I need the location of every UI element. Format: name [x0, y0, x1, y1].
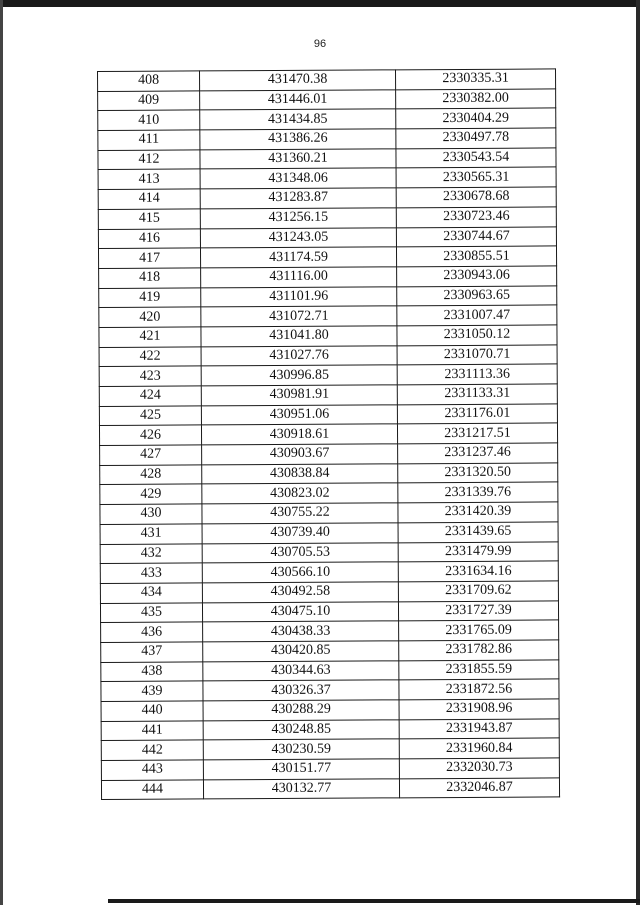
point-number-cell: 413	[98, 169, 200, 189]
point-number-cell: 433	[100, 563, 202, 583]
y-coordinate-cell: 2331113.36	[397, 364, 557, 385]
x-coordinate-cell: 430151.77	[203, 759, 399, 780]
table-row	[99, 305, 557, 327]
x-coordinate-cell: 430739.40	[202, 523, 398, 544]
point-number-cell: 426	[99, 425, 201, 445]
x-coordinate-cell: 431283.87	[200, 188, 396, 209]
point-number-cell: 437	[101, 642, 203, 662]
table-row	[101, 719, 559, 741]
x-coordinate-cell: 430838.84	[202, 464, 398, 485]
coordinate-table	[97, 68, 560, 800]
x-coordinate-cell: 430566.10	[202, 562, 398, 583]
y-coordinate-cell: 2331943.87	[399, 719, 559, 740]
table-row	[99, 345, 557, 367]
point-number-cell: 421	[99, 327, 201, 347]
y-coordinate-cell: 2330382.00	[396, 89, 556, 110]
x-coordinate-cell: 430918.61	[201, 424, 397, 445]
point-number-cell: 432	[100, 543, 202, 563]
point-number-cell: 428	[100, 465, 202, 485]
point-number-cell: 425	[99, 406, 201, 426]
x-coordinate-cell: 431116.00	[201, 267, 397, 288]
point-number-cell: 427	[100, 445, 202, 465]
point-number-cell: 414	[98, 189, 200, 209]
y-coordinate-cell: 2331007.47	[397, 305, 557, 326]
table-row	[101, 620, 559, 642]
y-coordinate-cell: 2332046.87	[399, 778, 559, 799]
x-coordinate-cell: 431041.80	[201, 326, 397, 347]
table-row	[99, 266, 557, 288]
table-row	[100, 463, 558, 485]
x-coordinate-cell: 430951.06	[201, 405, 397, 426]
y-coordinate-cell: 2331133.31	[397, 384, 557, 405]
x-coordinate-cell: 430288.29	[203, 700, 399, 721]
page-edge-right	[636, 0, 640, 905]
x-coordinate-cell: 431470.38	[200, 70, 396, 91]
table-row	[101, 640, 559, 662]
point-number-cell: 410	[98, 110, 200, 130]
x-coordinate-cell: 430420.85	[203, 641, 399, 662]
point-number-cell: 411	[98, 130, 200, 150]
table-row	[101, 679, 559, 701]
y-coordinate-cell: 2330543.54	[396, 148, 556, 169]
x-coordinate-cell: 431434.85	[200, 109, 396, 130]
x-coordinate-cell: 430903.67	[202, 444, 398, 465]
y-coordinate-cell: 2331709.62	[398, 581, 558, 602]
coordinate-table-wrapper	[97, 68, 559, 800]
table-row	[99, 423, 557, 445]
point-number-cell: 420	[99, 307, 201, 327]
y-coordinate-cell: 2331237.46	[398, 443, 558, 464]
table-row	[100, 541, 558, 563]
x-coordinate-cell: 430475.10	[202, 601, 398, 622]
table-row	[99, 325, 557, 347]
y-coordinate-cell: 2330943.06	[397, 266, 557, 287]
y-coordinate-cell: 2332030.73	[399, 758, 559, 779]
x-coordinate-cell: 430132.77	[203, 779, 399, 800]
point-number-cell: 416	[98, 228, 200, 248]
page-edge-bottom	[108, 899, 640, 903]
y-coordinate-cell: 2331782.86	[399, 640, 559, 661]
table-row	[98, 89, 556, 111]
page-edge-top	[0, 0, 640, 7]
table-row	[98, 128, 556, 150]
table-row	[98, 207, 556, 229]
y-coordinate-cell: 2330744.67	[396, 226, 556, 247]
x-coordinate-cell: 431446.01	[200, 90, 396, 111]
table-row	[98, 69, 556, 91]
x-coordinate-cell: 430230.59	[203, 739, 399, 760]
table-row	[101, 660, 559, 682]
point-number-cell: 444	[101, 780, 203, 800]
point-number-cell: 408	[98, 71, 200, 91]
x-coordinate-cell: 431027.76	[201, 345, 397, 366]
point-number-cell: 443	[101, 760, 203, 780]
y-coordinate-cell: 2331908.96	[399, 699, 559, 720]
x-coordinate-cell: 430438.33	[203, 621, 399, 642]
x-coordinate-cell: 430326.37	[203, 680, 399, 701]
y-coordinate-cell: 2330855.51	[396, 246, 556, 267]
x-coordinate-cell: 431174.59	[200, 247, 396, 268]
x-coordinate-cell: 431101.96	[201, 286, 397, 307]
page-edge-left	[0, 0, 3, 905]
coordinate-table-body	[98, 69, 560, 800]
x-coordinate-cell: 430823.02	[202, 483, 398, 504]
point-number-cell: 436	[101, 622, 203, 642]
table-row	[101, 699, 559, 721]
x-coordinate-cell: 430705.53	[202, 542, 398, 563]
point-number-cell: 415	[98, 209, 200, 229]
y-coordinate-cell: 2330723.46	[396, 207, 556, 228]
y-coordinate-cell: 2331439.65	[398, 522, 558, 543]
point-number-cell: 419	[99, 287, 201, 307]
y-coordinate-cell: 2330497.78	[396, 128, 556, 149]
x-coordinate-cell: 430344.63	[203, 660, 399, 681]
y-coordinate-cell: 2331070.71	[397, 345, 557, 366]
x-coordinate-cell: 431360.21	[200, 149, 396, 170]
y-coordinate-cell: 2331420.39	[398, 502, 558, 523]
y-coordinate-cell: 2330565.31	[396, 167, 556, 188]
table-row	[100, 581, 558, 603]
x-coordinate-cell: 430492.58	[202, 582, 398, 603]
y-coordinate-cell: 2331320.50	[398, 463, 558, 484]
y-coordinate-cell: 2331176.01	[397, 404, 557, 425]
point-number-cell: 423	[99, 366, 201, 386]
table-row	[98, 167, 556, 189]
y-coordinate-cell: 2331634.16	[398, 561, 558, 582]
point-number-cell: 422	[99, 347, 201, 367]
table-row	[101, 738, 559, 760]
table-row	[98, 148, 556, 170]
point-number-cell: 430	[100, 504, 202, 524]
x-coordinate-cell: 430755.22	[202, 503, 398, 524]
y-coordinate-cell: 2331727.39	[398, 600, 558, 621]
table-row	[98, 226, 556, 248]
point-number-cell: 438	[101, 662, 203, 682]
y-coordinate-cell: 2331765.09	[399, 620, 559, 641]
table-row	[100, 522, 558, 544]
point-number-cell: 439	[101, 681, 203, 701]
y-coordinate-cell: 2330404.29	[396, 108, 556, 129]
x-coordinate-cell: 431072.71	[201, 306, 397, 327]
y-coordinate-cell: 2330963.65	[397, 285, 557, 306]
x-coordinate-cell: 430996.85	[201, 365, 397, 386]
y-coordinate-cell: 2330678.68	[396, 187, 556, 208]
point-number-cell: 417	[98, 248, 200, 268]
table-row	[98, 246, 556, 268]
x-coordinate-cell: 430981.91	[201, 385, 397, 406]
table-row	[100, 600, 558, 622]
table-row	[99, 384, 557, 406]
y-coordinate-cell: 2331479.99	[398, 541, 558, 562]
y-coordinate-cell: 2331855.59	[399, 660, 559, 681]
table-row	[99, 364, 557, 386]
x-coordinate-cell: 431386.26	[200, 129, 396, 150]
table-row	[100, 443, 558, 465]
point-number-cell: 442	[101, 740, 203, 760]
table-row	[100, 502, 558, 524]
table-row	[100, 561, 558, 583]
point-number-cell: 434	[100, 583, 202, 603]
table-row	[98, 187, 556, 209]
point-number-cell: 424	[99, 386, 201, 406]
point-number-cell: 431	[100, 524, 202, 544]
point-number-cell: 441	[101, 721, 203, 741]
table-row	[101, 758, 559, 780]
x-coordinate-cell: 431256.15	[200, 208, 396, 229]
point-number-cell: 429	[100, 484, 202, 504]
table-row	[101, 778, 559, 800]
y-coordinate-cell: 2331339.76	[398, 482, 558, 503]
point-number-cell: 440	[101, 701, 203, 721]
table-row	[99, 404, 557, 426]
y-coordinate-cell: 2331872.56	[399, 679, 559, 700]
x-coordinate-cell: 431243.05	[200, 227, 396, 248]
table-row	[99, 285, 557, 307]
page-number: 96	[313, 38, 327, 50]
point-number-cell: 435	[100, 602, 202, 622]
x-coordinate-cell: 431348.06	[200, 168, 396, 189]
table-row	[98, 108, 556, 130]
point-number-cell: 412	[98, 150, 200, 170]
x-coordinate-cell: 430248.85	[203, 720, 399, 741]
y-coordinate-cell: 2330335.31	[395, 69, 555, 90]
y-coordinate-cell: 2331960.84	[399, 738, 559, 759]
table-row	[100, 482, 558, 504]
point-number-cell: 418	[99, 268, 201, 288]
y-coordinate-cell: 2331050.12	[397, 325, 557, 346]
y-coordinate-cell: 2331217.51	[397, 423, 557, 444]
point-number-cell: 409	[98, 91, 200, 111]
